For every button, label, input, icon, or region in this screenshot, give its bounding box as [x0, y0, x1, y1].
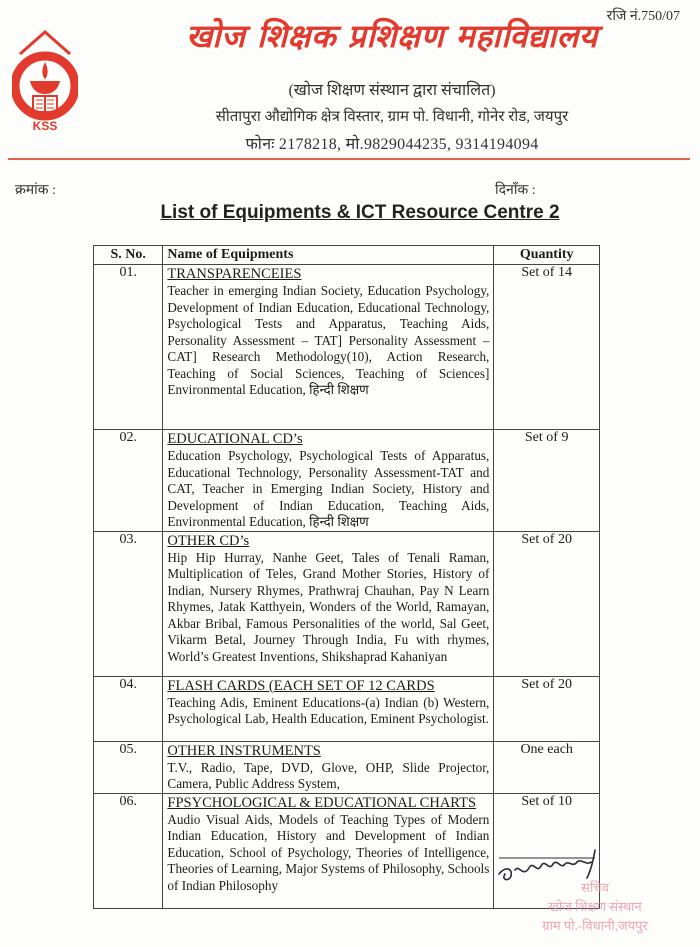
item-heading: FPSYCHOLOGICAL & EDUCATIONAL CHARTS	[167, 794, 477, 811]
table-row	[94, 676, 600, 741]
row-quantity: Set of 14	[494, 265, 600, 430]
item-heading: FLASH CARDS (EACH SET OF 12 CARDS	[167, 677, 435, 694]
row-name	[163, 430, 494, 532]
lamp-book-emblem-icon	[12, 24, 78, 154]
row-name	[163, 531, 494, 676]
serial-number-label: क्रमांक :	[15, 183, 56, 198]
item-description: Hip Hip Hurray, Nanhe Geet, Tales of Tenali Raman, Multiplication of Teles, Grand Mother Stories, History of Indian, Nursery Rhymes, Prathwraj Chauhan, Pay N Learn Rhymes, Jatak Katthyein, Wonders of the World, Ramayan, Akbar Bribal, Famous Personalities of the world, Sal Geet, Vikarm Betal, Journey Through India, Fu with rhymes, World’s Greatest Inventions, Shikshaprad Kahaniyan	[167, 549, 490, 664]
row-quantity: Set of 20	[494, 676, 600, 741]
row-sno: 02.	[94, 430, 163, 532]
table-header-row	[94, 246, 600, 265]
item-heading: OTHER INSTRUMENTS	[167, 742, 321, 759]
row-name	[163, 676, 494, 741]
item-heading: OTHER CD’s	[167, 532, 250, 549]
college-name: खोज शिक्षक प्रशिक्षण महाविद्यालय	[186, 17, 598, 55]
operated-by: (खोज शिक्षण संस्थान द्वारा संचालित)	[288, 82, 496, 99]
table-row	[94, 430, 600, 532]
header-sno: S. No.	[94, 246, 163, 265]
official-stamp	[510, 878, 680, 935]
header-quantity: Quantity	[494, 246, 600, 265]
kss-logo	[12, 24, 78, 154]
registration-number: रजि नं.750/07	[606, 9, 680, 24]
stamp-line: सचिव	[581, 880, 609, 895]
header-name: Name of Equipments	[163, 246, 494, 265]
row-sno: 05.	[94, 741, 163, 793]
table-row	[94, 531, 600, 676]
row-quantity: Set of 9	[494, 430, 600, 532]
date-label: दिनाँक :	[495, 183, 536, 198]
row-name	[163, 265, 494, 430]
address: सीतापुरा औद्योगिक क्षेत्र विस्तार, ग्राम पो. विधानी, गोनेर रोड, जयपुर	[215, 109, 569, 125]
letterhead-divider	[8, 158, 690, 160]
item-heading: EDUCATIONAL CD’s	[167, 431, 303, 447]
table-row	[94, 741, 600, 793]
row-sno: 01.	[94, 265, 163, 430]
row-quantity: Set of 20	[494, 531, 600, 676]
row-sno: 04.	[94, 676, 163, 741]
stamp-line: खोज शिक्षण संस्थान	[548, 899, 642, 914]
svg-text:KSS: KSS	[32, 119, 58, 133]
stamp-line: ग्राम पो.-विधानी,जयपुर	[542, 918, 648, 933]
row-sno: 03.	[94, 531, 163, 676]
item-heading: TRANSPARENCEIES	[167, 266, 302, 282]
equipment-table	[93, 245, 600, 909]
item-description: T.V., Radio, Tape, DVD, Glove, OHP, Slide Projector, Camera, Public Address System,	[167, 759, 490, 791]
table-row	[94, 265, 600, 430]
phone-numbers: फोनः 2178218, मो.9829044235, 9314194094	[245, 136, 539, 153]
document-title: List of Equipments & ICT Resource Centre 2	[160, 202, 560, 223]
row-name	[163, 793, 494, 908]
item-description: Teaching Adis, Eminent Educations-(a) Indian (b) Western, Psychological Lab, Health Education, Eminent Psychologist.	[167, 694, 490, 726]
item-description: Audio Visual Aids, Models of Teaching Types of Modern Indian Education, History and Development of Indian Education, School of Psychology, Theories of Intelligence, Theories of Learning, Major Systems of Philosophy, Schools of Indian Philosophy	[167, 811, 490, 893]
item-description: Education Psychology, Psychological Tests of Apparatus, Educational Technology, Personality Assessment-TAT and CAT, Teacher in Emerging Indian Society, History and Development of Indian Education, Teaching Aids, Environmental Education, हिन्दी शिक्षण	[167, 448, 490, 529]
item-description: Teacher in emerging Indian Society, Education Psychology, Development of Indian Education, Educational Technology, Psychological Tests and Apparatus, Teaching Aids, Personality Assessment – TAT] Personality Assessment –CAT] Research Methodology(10), Action Research, Teaching of Social Sciences, Teaching of Sciences] Environmental Education, हिन्दी शिक्षण	[167, 283, 490, 397]
row-name	[163, 741, 494, 793]
row-quantity: Set of 10	[494, 793, 600, 908]
row-quantity: One each	[494, 741, 600, 793]
row-sno: 06.	[94, 793, 163, 908]
